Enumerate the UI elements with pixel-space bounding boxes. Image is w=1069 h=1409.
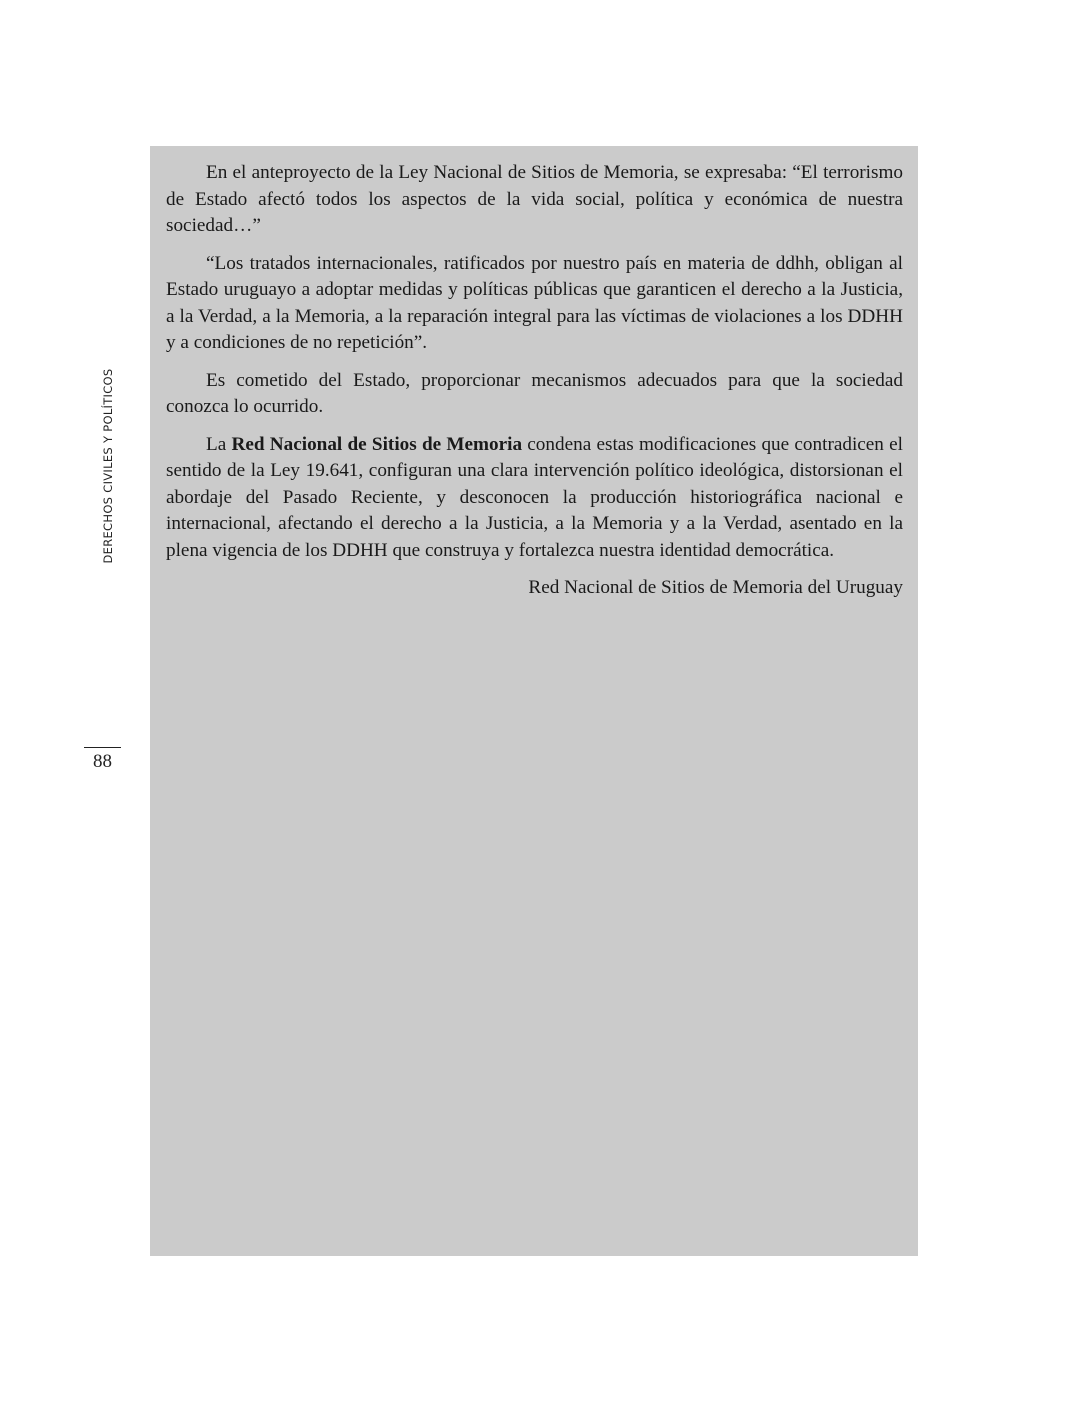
paragraph-cometido: Es cometido del Estado, proporcionar mecanismos adecuados para que la sociedad conozca lo ocurrido. [166,369,903,417]
paragraph-anteproyecto: En el anteproyecto de la Ley Nacional de Sitios de Memoria, se expresaba: “El terrorismo de Estado afectó todos los aspectos de la vida social, política y económica de nuestra sociedad…” [166,162,903,236]
page-number-rule [84,747,121,748]
paragraph-red-nacional-rest: condena estas modificaciones que contradicen el sentido de la Ley 19.641, configuran una clara intervención político ideológica, distorsionan el abordaje del Pasado Reciente, y desconocen la producción historiográfica nacional e internacional, afectando el derecho a la Justicia, a la Memoria y a la Verdad, asentado en la plena vigencia de los DDHH que construya y fortalezca nuestra identidad democrática. [166,433,903,561]
paragraph-red-nacional-lead: La [206,433,232,455]
paragraph-tratados: “Los tratados internacionales, ratificados por nuestro país en materia de ddhh, obligan al Estado uruguayo a adoptar medidas y políticas públicas que garanticen el derecho a la Justicia, a la Verdad, a la Memoria, a la reparación integral para las víctimas de violaciones a los DDHH y a condiciones de no repetición”. [166,252,903,353]
boxed-text [166,160,903,613]
signature: Red Nacional de Sitios de Memoria del Uruguay [528,577,903,598]
red-nacional-bold-name: Red Nacional de Sitios de Memoria [231,433,523,455]
paragraph-red-nacional [166,432,903,565]
section-running-head: DERECHOS CIVILES Y POLÍTICOS [101,368,115,564]
page-number: 88 [93,751,112,772]
